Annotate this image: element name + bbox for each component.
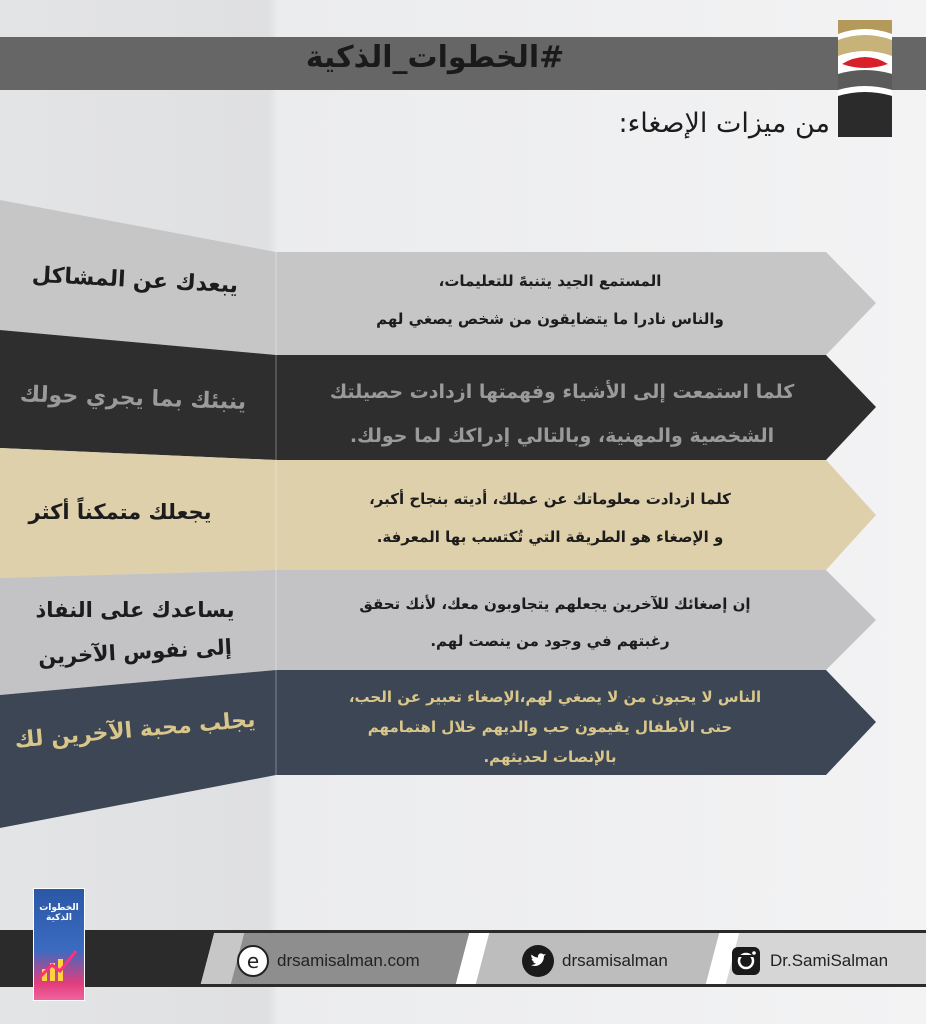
page-title: #الخطوات_الذكية — [305, 40, 565, 75]
book-cover — [33, 888, 85, 1001]
row1-text-line1: المستمع الجيد يتنبهً للتعليمات، — [438, 272, 662, 290]
row4-text-line2: رغبتهم في وجود من ينصت لهم. — [430, 632, 670, 650]
row5-text-line1: الناس لا يحبون من لا يصغي لهم،الإصغاء تعبير عن الحب، — [348, 688, 762, 706]
row3-text-line2: و الإصغاء هو الطريقة التي تُكتسب بها المعرفة. — [376, 528, 724, 546]
row2-text-line1: كلما استمعت إلى الأشياء وفهمتها ازدادت حصيلتك — [329, 381, 795, 403]
instagram-camera-icon — [730, 945, 762, 977]
row3-arrow — [276, 460, 876, 570]
row4-arrow — [276, 570, 876, 670]
svg-text:e: e — [246, 949, 260, 973]
twitter-link[interactable] — [522, 944, 668, 978]
row3-text-line1: كلما ازدادت معلوماتك عن عملك، أديته بنجاح أكبر، — [369, 490, 731, 508]
row4-text-line1: إن إصغائك للآخرين يجعلهم يتجاوبون معك، لأنك تحقق — [359, 595, 751, 613]
row3-label: يجعلك متمكناً أكثر — [28, 500, 212, 524]
row4-label-line1: يساعدك على النفاذ — [35, 598, 235, 622]
twitter-bird-icon — [522, 945, 554, 977]
row5-label: يجلب محبة الآخرين لك — [13, 707, 257, 754]
instagram-handle: Dr.SamiSalman — [770, 951, 889, 970]
row1-arrow — [276, 252, 876, 355]
row2-text-line2: الشخصية والمهنية، وبالتالي إدراكك لما حولك. — [349, 425, 775, 447]
row1-label: يبعدك عن المشاكل — [31, 262, 239, 299]
section-subtitle: من ميزات الإصغاء: — [618, 108, 830, 139]
row2-label: ينبئك بما يجري حولك — [19, 382, 247, 415]
book-title: الخطوات الذكية — [39, 903, 79, 923]
website-link[interactable] — [237, 944, 420, 978]
row5-text-line2: حتى الأطفال يقيمون حب والديهم خلال اهتمامهم — [367, 718, 733, 736]
row5-text-line3: بالإنصات لحديثهم. — [483, 748, 617, 766]
website-text: drsamisalman.com — [277, 951, 420, 970]
row4-label-line2: إلى نفوس الآخرين — [37, 634, 233, 670]
instagram-link[interactable] — [730, 944, 888, 978]
row1-text-line2: والناس نادرا ما يتضايقون من شخص يصغي لهم — [376, 310, 724, 328]
chart-arrow-icon — [38, 947, 80, 983]
twitter-handle: drsamisalman — [562, 951, 668, 970]
e-letter-icon — [237, 945, 269, 977]
